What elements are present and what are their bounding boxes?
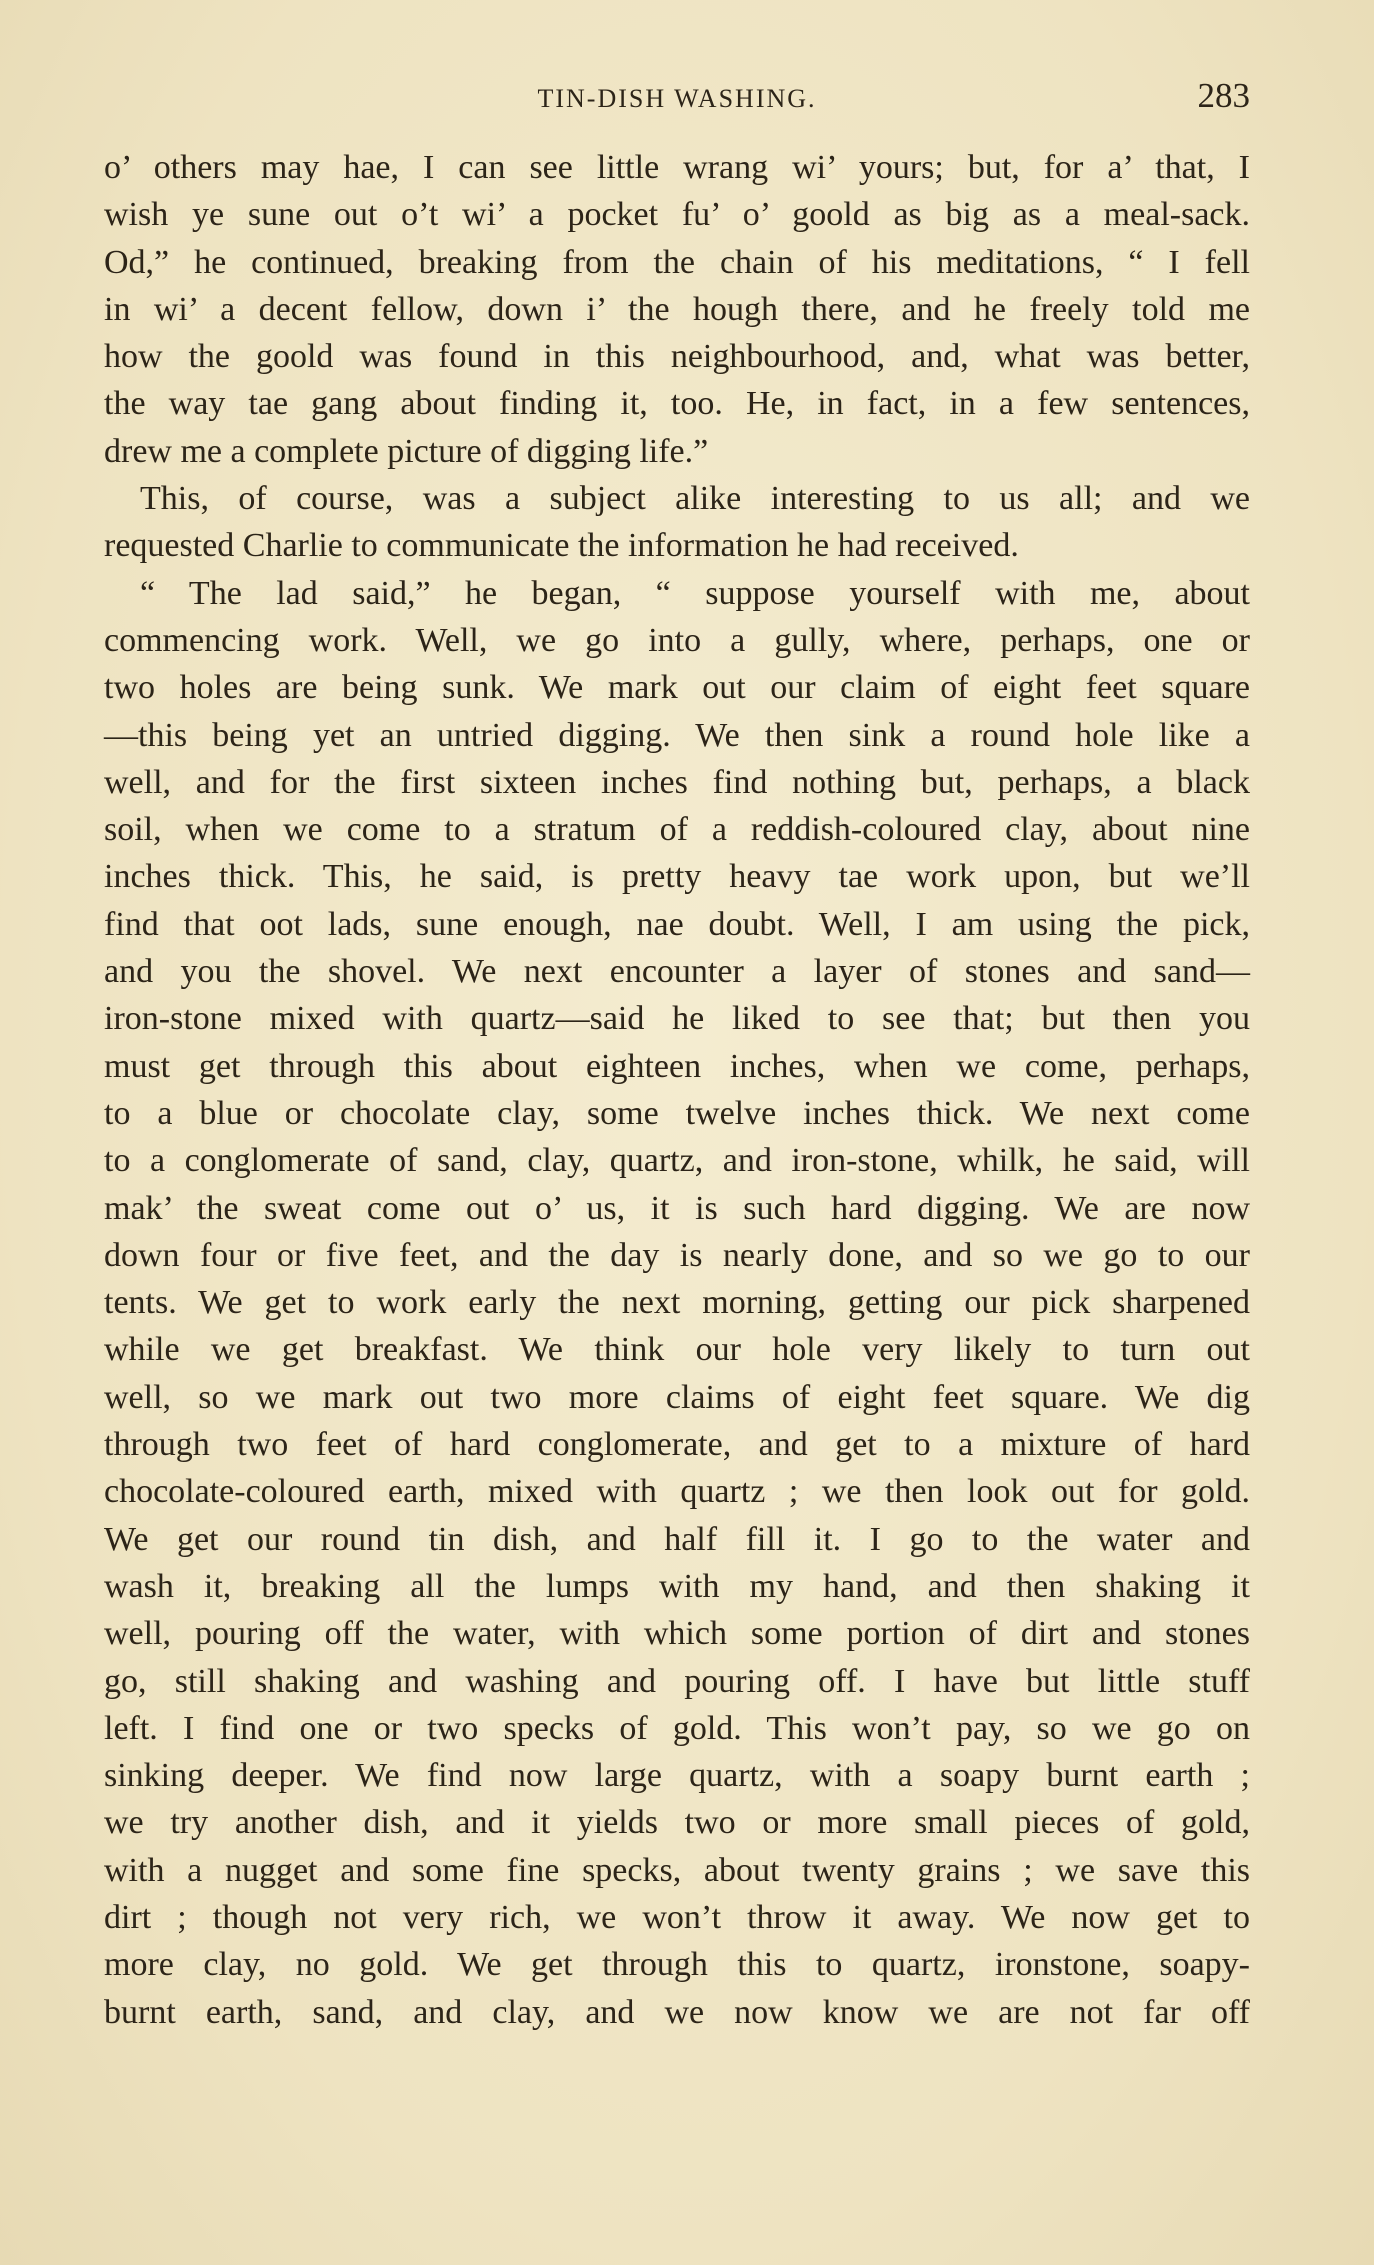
- text-line: to a blue or chocolate clay, some twelve inches thick. We next come: [104, 1094, 1250, 1132]
- text-line: well, so we mark out two more claims of eight feet square. We dig: [104, 1378, 1250, 1416]
- running-title: TIN-DISH WASHING.: [537, 84, 817, 113]
- text-line: mak’ the sweat come out o’ us, it is such hard digging. We are now: [104, 1189, 1250, 1227]
- text-line: down four or five feet, and the day is nearly done, and so we go to our: [104, 1236, 1250, 1274]
- text-line: burnt earth, sand, and clay, and we now know we are not far off: [104, 1993, 1250, 2031]
- text-line: We get our round tin dish, and half fill it. I go to the water and: [104, 1520, 1250, 1558]
- text-line: —this being yet an untried digging. We then sink a round hole like a: [104, 716, 1250, 754]
- text-line: to a conglomerate of sand, clay, quartz, and iron-stone, whilk, he said, will: [104, 1142, 1250, 1180]
- text-line: requested Charlie to communicate the information he had received.: [104, 527, 1019, 565]
- text-line: o’ others may hae, I can see little wrang wi’ yours; but, for a’ that, I: [104, 149, 1250, 186]
- text-line: “ The lad said,” he began, “ suppose yourself with me, about: [140, 574, 1250, 612]
- text-line: inches thick. This, he said, is pretty heavy tae work upon, but we’ll: [104, 858, 1250, 896]
- page-number: 283: [1197, 76, 1250, 115]
- text-line: must get through this about eighteen inches, when we come, perhaps,: [104, 1047, 1250, 1085]
- text-line: commencing work. Well, we go into a gully, where, perhaps, one or: [104, 621, 1250, 659]
- text-line: iron-stone mixed with quartz—said he liked to see that; but then you: [104, 1000, 1250, 1038]
- text-line: we try another dish, and it yields two or more small pieces of gold,: [104, 1804, 1250, 1842]
- text-line: tents. We get to work early the next morning, getting our pick sharpened: [104, 1284, 1250, 1322]
- text-line: in wi’ a decent fellow, down i’ the hough there, and he freely told me: [104, 290, 1250, 328]
- running-head: [104, 76, 1250, 120]
- text-line: with a nugget and some fine specks, about twenty grains ; we save this: [104, 1851, 1250, 1889]
- text-line: wish ye sune out o’t wi’ a pocket fu’ o’ goold as big as a meal-sack.: [104, 196, 1250, 234]
- text-line: wash it, breaking all the lumps with my hand, and then shaking it: [104, 1567, 1250, 1605]
- text-line: while we get breakfast. We think our hole very likely to turn out: [104, 1331, 1250, 1369]
- text-line: chocolate-coloured earth, mixed with quartz ; we then look out for gold.: [104, 1473, 1250, 1511]
- text-line: through two feet of hard conglomerate, and get to a mixture of hard: [104, 1426, 1250, 1464]
- text-line: dirt ; though not very rich, we won’t throw it away. We now get to: [104, 1898, 1250, 1936]
- text-line: well, and for the first sixteen inches find nothing but, perhaps, a black: [104, 763, 1250, 801]
- text-line: Od,” he continued, breaking from the chain of his meditations, “ I fell: [104, 243, 1250, 281]
- text-line: and you the shovel. We next encounter a layer of stones and sand—: [104, 953, 1250, 991]
- text-line: left. I find one or two specks of gold. This won’t pay, so we go on: [104, 1709, 1250, 1747]
- text-line: drew me a complete picture of digging life.”: [104, 432, 709, 470]
- text-line: two holes are being sunk. We mark out our claim of eight feet square: [104, 669, 1250, 707]
- text-line: how the goold was found in this neighbourhood, and, what was better,: [104, 338, 1250, 376]
- text-line: sinking deeper. We find now large quartz, with a soapy burnt earth ;: [104, 1757, 1250, 1795]
- body-text: [104, 144, 1250, 2036]
- text-line: well, pouring off the water, with which some portion of dirt and stones: [104, 1615, 1250, 1653]
- text-line: go, still shaking and washing and pouring off. I have but little stuff: [104, 1662, 1250, 1700]
- text-line: more clay, no gold. We get through this to quartz, ironstone, soapy-: [104, 1946, 1250, 1984]
- text-line: soil, when we come to a stratum of a reddish-coloured clay, about nine: [104, 811, 1250, 849]
- text-line: This, of course, was a subject alike interesting to us all; and we: [140, 480, 1250, 518]
- text-line: the way tae gang about finding it, too. He, in fact, in a few sentences,: [104, 385, 1250, 423]
- text-line: find that oot lads, sune enough, nae doubt. Well, I am using the pick,: [104, 905, 1250, 943]
